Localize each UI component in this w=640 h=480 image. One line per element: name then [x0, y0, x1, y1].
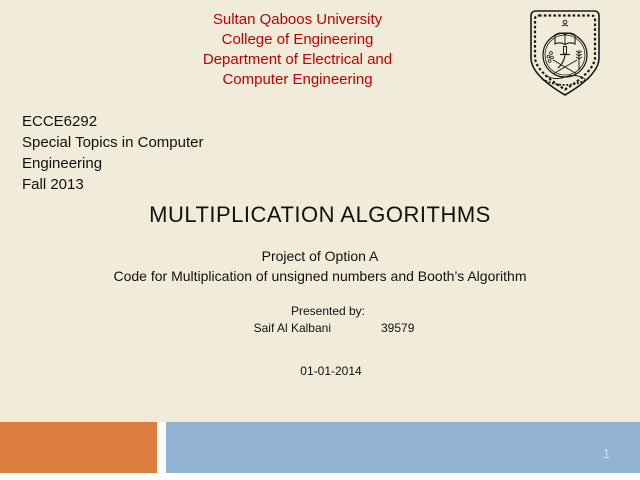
slide-title: MULTIPLICATION ALGORITHMS	[149, 202, 491, 227]
course-code: ECCE6292	[22, 113, 98, 130]
department-line-2: Computer Engineering	[222, 71, 373, 88]
slide-subtitle	[0, 246, 640, 286]
presenter-name: Saif Al Kalbani	[253, 321, 331, 335]
page-number: 1	[602, 446, 610, 461]
presenter-id: 39579	[381, 321, 415, 335]
subtitle-line-2: Code for Multiplication of unsigned numbers and Booth’s Algorithm	[113, 268, 527, 284]
course-title-line-1: Special Topics in Computer	[22, 134, 204, 151]
university-header	[60, 10, 535, 90]
presentation-date: 01-01-2014	[300, 364, 362, 378]
course-info	[22, 111, 282, 195]
orange-accent-bar	[0, 422, 157, 473]
subtitle-line-1: Project of Option A	[261, 248, 379, 264]
bottom-band	[0, 422, 640, 480]
college-name: College of Engineering	[221, 31, 374, 48]
university-emblem-icon	[527, 8, 603, 98]
university-name: Sultan Qaboos University	[212, 11, 383, 28]
presented-by-label: Presented by:	[290, 304, 366, 318]
course-term: Fall 2013	[22, 176, 84, 193]
department-line-1: Department of Electrical and	[202, 51, 393, 68]
blue-accent-bar	[166, 422, 640, 473]
presenter-row	[14, 321, 640, 335]
course-title-line-2: Engineering	[22, 155, 103, 172]
